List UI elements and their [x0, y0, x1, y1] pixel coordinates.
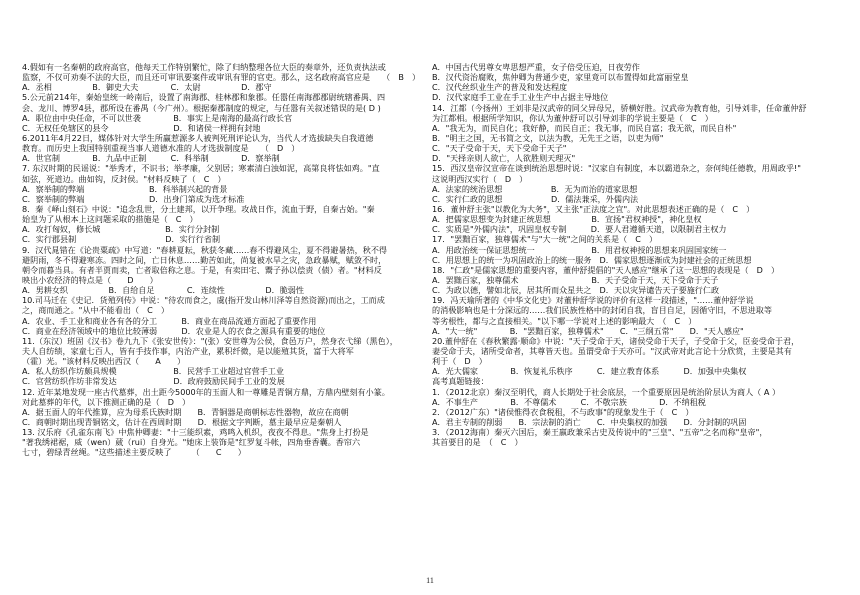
- question-text-line: A．察举制的弊端 B．科举制兴起的背景: [22, 183, 228, 194]
- question-text-line: 为江都相。根据所学知识，你认为董仲舒可以引导刘非的学说主要是（ C ）: [432, 112, 713, 123]
- question-text-line: 对此墓葬的年代，以下推测正确的是（ D ）: [22, 396, 191, 407]
- question-text-line: 2．（2012广东）"诸侯惟得衣食税租，不与政事"的现象发生于（ C ）: [432, 406, 694, 417]
- question-text-line: 15．西汉皇帝汉宣帝在谈到统治思想时说："汉家自有制度，本以霸道杂之，奈何纯任德教，用周政乎!": [432, 163, 802, 174]
- question-text-line: 12. 近年某地发现一座古代墓葬，出土距今5000年的玉面人和一尊雕是青铜方鼎，方鼎内壁刻有小篆。: [22, 386, 390, 397]
- page-number: 11: [426, 576, 434, 585]
- question-text-line: D．"天择亲则人欲亡，人欲胜则天理灭": [432, 153, 576, 164]
- question-text-line: 始皇为了从根本上这问题采取的措施是（ C ）: [22, 214, 198, 225]
- question-text-line: A．丞相 B．御史大夫 C．太尉 D．郡守: [22, 82, 272, 93]
- question-text-line: 8．秦《峄山刻石》中说："追念乱世，分土建邦，以开争理。攻战日作，流血于野，自秦古始。"秦: [22, 203, 375, 214]
- right-column: [432, 62, 848, 447]
- question-text-line: 教育。而历史上我国特别重视当事人道德水准的人才选拔制度是 （ D ）: [22, 143, 300, 154]
- question-text-line: A．男耕女织 B．自给自足 C．连续性 D．脆弱性: [22, 285, 304, 296]
- question-text-line: 14．江都（今扬州）王刘非是汉武帝的同父异母兄，骄横好胜。汉武帝为教育他，引导刘非，任命董仲舒: [432, 102, 807, 113]
- question-text-line: 11.（东汉）班固《汉书》卷九九下《张安世传》："(张）安世尊为公侯，食邑万户，然身衣弋绨（黑色），: [22, 335, 398, 346]
- question-text-line: D．汉代家庭手工业在手工业生产中占据主导地位: [432, 92, 609, 103]
- question-text-line: C．实行仁政的思想 D．儒法兼采，外儒内法: [432, 193, 639, 204]
- question-text-line: 5.公元前214年，秦始皇统一岭南后，设置了南海郡、桂林郡和象郡。任嚣任南海郡郡尉统辖番禺、四: [22, 92, 386, 103]
- question-text-line: 13. 汉乐府《孔雀东南飞》中焦仲卿妻："十三能织素，鸡鸣入机织，夜夜不得息。"焦身上打扮是: [22, 427, 369, 438]
- question-text-line: A．君主专制的削弱 B．宗法制的消亡 C．中央集权的加强 D．分封制的巩固: [432, 416, 747, 427]
- question-text-line: 监察，不仅可劝奏不法的大臣，而且还可审讯要案件或审讯有罪的官吏。那么，这名政府高官应是 （ B ）: [22, 72, 421, 83]
- question-text-line: 会、龙川、博罗4县，郡所设在番禺（今广州）。根据秦郡制度的规定，与任嚣有关叙述错误的是( D ): [22, 102, 381, 113]
- question-text-line: 3．（2012海南）秦灭六国后，秦王嬴政兼采古史及传说中的"三皇"、"五帝"之名而称"皇帝"，: [432, 427, 768, 438]
- question-text-line: 如弦，死道边。曲如钩，反封侯。"材料反映了（ C ）: [22, 173, 226, 184]
- question-text-line: A．罢黜百家，独尊儒术 B．天子受命于天，天下受命于天子: [432, 274, 719, 285]
- question-text-line: C．官营纺织作坊非常发达 D．政府鼓励民间手工业的发展: [22, 376, 285, 387]
- question-text-line: 20.董仲舒在《春秋繁露·顺命》中说："天子受命于天，诸侯受命于天子，子受命于父，臣妾受命于君，: [432, 335, 800, 346]
- question-text-line: 1．（2012北京）秦汉至明代，商人长期处于社会底层，一个重要原因是统治阶层认为商人（ A ）: [432, 386, 781, 397]
- question-text-line: 9．汉代晁错在《论贵粟疏》中写道："春耕夏耘，秋获冬藏……春不得避风尘，夏不得避暑热，秋不得: [22, 244, 388, 255]
- question-text-line: C．为政以德，譬如北辰，居其所而众星共之 D．天以灾异谴告天子要施行仁政: [432, 285, 720, 296]
- question-text-line: 6.2011年4月22日，媒体针对大学生所赢惹源多人被判死刑评论认为，当代人才选拔缺失自我道德: [22, 132, 374, 143]
- question-text-line: 18．"仁政"是儒家思想的重要内容，董仲舒提倡的"天人感应"继承了这一思想的表现是（ D ）: [432, 264, 780, 275]
- question-text-line: （霍）光。"该材料反映出西汉（ A ）: [22, 356, 186, 367]
- question-text-line: A．职位由中央任命，不可以世袭 B．事实上是南海的最高行政长官: [22, 112, 293, 123]
- question-text-line: A．据玉面人的年代推算，应为母系氏族时期 B．青铜器是商朝标志性器物，故应在商朝: [22, 406, 349, 417]
- question-text-line: A．私人纺织作坊颇具规模 B．民营手工业超过官营手工业: [22, 366, 284, 377]
- question-text-line: "著我绣裙裾，威（wen）葳（rui）自身光。"她床上装饰是"红罗复斗帐，四角垂香囊。香帘六: [22, 437, 361, 448]
- question-text-line: 高考真题链接：: [432, 376, 489, 387]
- question-text-line: A．世官制 B．九品中正制 C．科举制 D．察举制: [22, 153, 280, 164]
- question-text-line: 避阴雨，冬不得避寒冻。四时之间，亡日休息……勤苦如此，尚复被水旱之灾，急政暴赋，赋敛不时，: [22, 254, 387, 265]
- question-text-line: 16．董仲舒主张"以教化为大务"，又主张"正法度之宜"。对此思想表述正确的是（ C ）: [432, 203, 755, 214]
- question-text-line: 夫人自纺绩，家童七百人，皆有手技作事，内治产业，累积纤微，是以能殖其货，富于大将军: [22, 345, 354, 356]
- question-text-line: B．汉代资治腐败，焦仲卿为普通少吏，家里竟可以布置得如此富丽堂皇: [432, 72, 689, 83]
- question-text-line: A．用政治统一保证思想统一 B．用君权神授的思想来巩固国家统一: [432, 244, 727, 255]
- question-text-line: C．实质是"外儒内法"，巩固皇权专制 D．要人君遵循天道，以限制君主权力: [432, 224, 727, 235]
- question-text-line: C．无权任免辖区的县令 D．和诸侯一样拥有封地: [22, 122, 261, 133]
- question-text-line: 朝令而暮当具。有者半贾而卖，亡者取倍称之息。于是，有卖田宅、鬻子孙以偿责（债）者。"材料反: [22, 264, 382, 275]
- question-text-line: 19．冯天瑜所著的《中华文化史》对董仲舒学说的评价有这样一段描述，"……董仲舒学说: [432, 295, 754, 306]
- left-column: [22, 62, 424, 457]
- question-text-line: C．"天子受命于天，天下受命于天子": [432, 143, 567, 154]
- question-text-line: A．法家的统治思想 B．无为而治的道家思想: [432, 183, 638, 194]
- question-text-line: 妻受命于夫，诸所受命者，其尊皆天也。虽谓受命于天亦可。"汉武帝对此言论十分欣赏，主要是其有: [432, 345, 792, 356]
- question-text-line: 4.假如有一名秦朝的政府高官，他每天工作特别繁忙，除了归纳整理各位大臣的奏章外，还负责执法或: [22, 62, 386, 72]
- question-text-line: A．"我无为，而民自化；我好静，而民自正；我无事，而民自富；我无欲，而民自朴": [432, 122, 737, 133]
- question-text-line: C．察举制的弊端 D．出身门第成为选才标准: [22, 193, 245, 204]
- question-text-line: 等劣根性，都与之直接相关。"以下哪一学说对上述的影响最大 （ C ）: [432, 315, 697, 326]
- question-text-line: A．不事生产 B．不尊儒术 C．不敬宗族 D．不纳租税: [432, 396, 706, 407]
- question-text-line: C．汉代丝织业生产的普及和发达程度: [432, 82, 568, 93]
- question-text-line: C．实行郡县制 D．实行行省制: [22, 234, 221, 245]
- question-text-line: A．中国古代男尊女卑思想严重，女子倍受压迫，日夜劳作: [432, 62, 640, 72]
- question-text-line: 10.司马迁在《史记．货殖列传》中说："待农而食之，虞(指开发山林川泽等自然资源)而出之，工而成: [22, 295, 385, 306]
- question-text-line: C．商朝时期出现青铜铭文，估计在西周时期 D．根据文字判断，墓主最早应是秦朝人: [22, 416, 342, 427]
- question-text-line: A．把儒家思想变为封建正统思想 B．宣扬"君权神授"，神化皇权: [432, 214, 702, 225]
- question-text-line: 7. 东汉时期的民谣说："举秀才，不识书；举孝廉，父别居；寒素清白浊如泥，高第良将怯如鸡。"直: [22, 163, 380, 174]
- question-text-line: 映出小农经济的特点是（ D ）: [22, 274, 158, 285]
- question-text-line: A．"大一统" B．"罢黜百家，独尊儒术" C．"三纲五常" D．"天人感应": [432, 325, 744, 336]
- question-text-line: 其首要目的是 （ C ）: [432, 437, 523, 448]
- question-text-line: A．攻打匈奴，修长城 B．实行分封制: [22, 224, 220, 235]
- question-text-line: C．用思想上的统一为巩固政治上的统一服务 D．儒家思想逐渐成为封建社会的正统思想: [432, 254, 752, 265]
- question-text-line: C．商业在经济领域中的地位比较薄弱 D．农业是人的衣食之源具有重要的地位: [22, 325, 326, 336]
- question-text-line: 七寸，碧绿青丝绳。"这些描述主要反映了 （ C ）: [22, 447, 246, 458]
- question-text-line: 17．"罢黜百家，独尊儒术"与"大一统"之间的关系是（ C ）: [432, 234, 658, 245]
- question-text-line: 利于（ D ）: [432, 356, 487, 367]
- question-text-line: 之，商而通之。"从中不能看出（ C ）: [22, 305, 169, 316]
- question-text-line: 的消极影响也是十分深远的……我们民族性格中的封闭自我，盲目自足，因循守旧，不思进取等: [432, 305, 772, 316]
- question-text-line: B．"明主之国，无书简之文，以法为教，无先王之语，以吏为师": [432, 132, 664, 143]
- question-text-line: A．光大儒家 B．恢复礼乐秩序 C．建立教育体系 D．加强中央集权: [432, 366, 747, 377]
- question-text-line: 这说明西汉实行（ D ）: [432, 173, 528, 184]
- exam-page: [22, 62, 848, 562]
- question-text-line: A．农业、手工业和商业各有各的分工 B．商业在商品流通方面起了重要作用: [22, 315, 317, 326]
